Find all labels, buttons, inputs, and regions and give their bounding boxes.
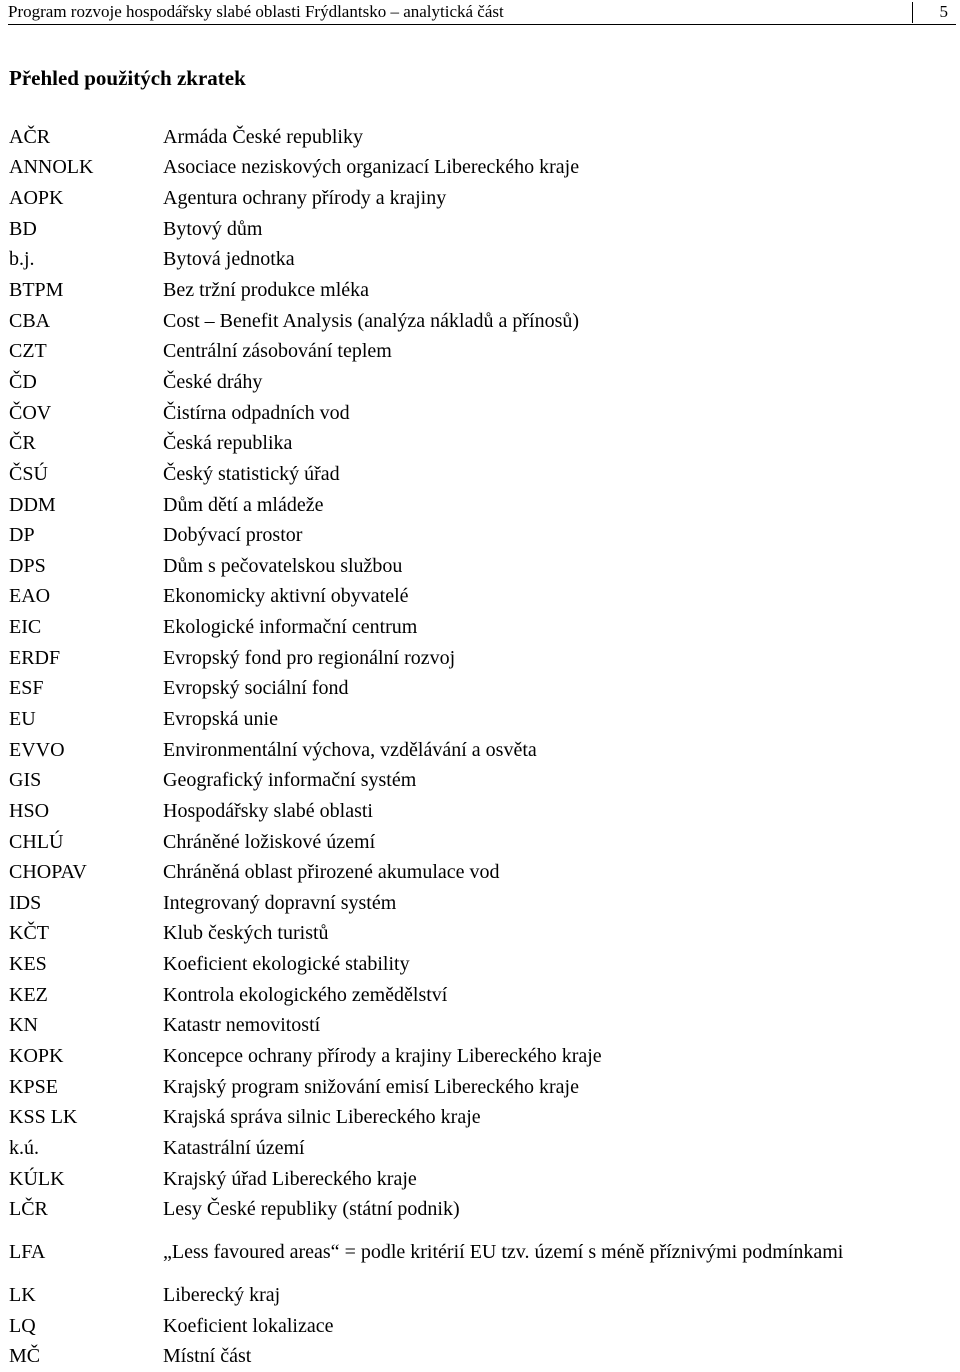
abbreviation-row (9, 643, 924, 674)
abbreviation-row (9, 336, 924, 367)
abbreviation: AČR (9, 125, 51, 148)
abbreviation-row (9, 520, 924, 551)
abbreviation-row (9, 1103, 924, 1134)
abbreviation-definition: Čistírna odpadních vod (163, 401, 350, 424)
abbreviation: GIS (9, 769, 42, 792)
abbreviation-row (9, 398, 924, 429)
abbreviation-definition: Místní část (163, 1345, 252, 1368)
abbreviation-row (9, 980, 924, 1011)
abbreviation: EVVO (9, 738, 65, 761)
abbreviation: BTPM (9, 279, 64, 302)
abbreviation: DDM (9, 493, 56, 516)
abbreviation-definition: Krajský úřad Libereckého kraje (163, 1167, 417, 1190)
abbreviation: ČOV (9, 401, 52, 424)
abbreviation-row (9, 949, 924, 980)
abbreviation: ESF (9, 677, 44, 700)
abbreviation: EU (9, 707, 36, 730)
abbreviation-row (9, 582, 924, 613)
abbreviation-definition: Koncepce ochrany přírody a krajiny Libereckého kraje (163, 1045, 602, 1068)
abbreviation-definition: Evropská unie (163, 707, 278, 730)
header-title: Program rozvoje hospodářsky slabé oblasti Frýdlantsko – analytická část (8, 2, 504, 21)
abbreviation-row (9, 1341, 924, 1372)
abbreviation-definition: Asociace neziskových organizací Libereckého kraje (163, 156, 580, 179)
abbreviation-definition: Český statistický úřad (163, 462, 340, 485)
abbreviation-definition: Koeficient lokalizace (163, 1314, 334, 1337)
abbreviation-definition: Dobývací prostor (163, 524, 303, 547)
abbreviation: DPS (9, 554, 46, 577)
abbreviation-definition: Cost – Benefit Analysis (analýza nákladů a přínosů) (163, 309, 580, 332)
abbreviation-row (9, 1072, 924, 1103)
abbreviation-definition: Česká republika (163, 432, 293, 455)
abbreviation: CZT (9, 340, 47, 363)
abbreviation: KES (9, 953, 47, 976)
abbreviation-definition: „Less favoured areas“ = podle kritérií EU tzv. území s méně příznivými podmínkami (163, 1241, 844, 1264)
abbreviation-row (9, 796, 924, 827)
abbreviation-definition: Klub českých turistů (163, 922, 329, 945)
abbreviation-definition: Kontrola ekologického zemědělství (163, 983, 448, 1006)
abbreviation: HSO (9, 799, 50, 822)
abbreviation-definition: Liberecký kraj (163, 1283, 281, 1306)
abbreviation: KČT (9, 922, 49, 945)
abbreviation-definition: Bez tržní produkce mléka (163, 279, 370, 302)
abbreviation-row (9, 1311, 924, 1342)
abbreviation-row (9, 1133, 924, 1164)
abbreviation-definition: Evropský sociální fond (163, 677, 349, 700)
abbreviation-row (9, 459, 924, 490)
abbreviation-definition: Chráněná oblast přirozené akumulace vod (163, 861, 500, 884)
abbreviation: LK (9, 1283, 36, 1306)
abbreviation: KEZ (9, 983, 48, 1006)
abbreviation-row (9, 1194, 924, 1225)
page-number: 5 (939, 2, 948, 21)
abbreviation: BD (9, 217, 37, 240)
abbreviation-definition: Armáda České republiky (163, 125, 363, 148)
abbreviation: MČ (9, 1345, 41, 1368)
abbreviation-row (9, 888, 924, 919)
abbreviation-definition: Dům s pečovatelskou službou (163, 554, 403, 577)
abbreviation-definition: Integrovaný dopravní systém (163, 891, 397, 914)
abbreviation-row (9, 704, 924, 735)
abbreviation: ANNOLK (9, 156, 94, 179)
abbreviation: LFA (9, 1241, 46, 1264)
abbreviation-definition: Ekologické informační centrum (163, 616, 418, 639)
abbreviation: ČSÚ (9, 462, 48, 485)
abbreviation: KOPK (9, 1045, 64, 1068)
abbreviation-row (9, 245, 924, 276)
abbreviation-row (9, 428, 924, 459)
abbreviation-definition: Ekonomicky aktivní obyvatelé (163, 585, 409, 608)
abbreviation-row (9, 612, 924, 643)
abbreviation-row (9, 1011, 924, 1042)
abbreviation-definition: Lesy České republiky (státní podnik) (163, 1198, 460, 1221)
abbreviation: LČR (9, 1198, 48, 1221)
abbreviation: ČD (9, 370, 37, 393)
abbreviation: k.ú. (9, 1136, 39, 1159)
abbreviation-row (9, 735, 924, 766)
abbreviation-definition: Agentura ochrany přírody a krajiny (163, 187, 447, 210)
abbreviation-definition: Koeficient ekologické stability (163, 953, 410, 976)
abbreviation-row (9, 306, 924, 337)
abbreviation-row (9, 1164, 924, 1195)
abbreviation-definition: České dráhy (163, 370, 263, 393)
abbreviation-definition: Geografický informační systém (163, 769, 417, 792)
header-divider (912, 2, 913, 23)
abbreviation-row (9, 674, 924, 705)
abbreviation-row (9, 857, 924, 888)
abbreviation-definition: Krajský program snižování emisí Libereckého kraje (163, 1075, 579, 1098)
abbreviation-row (9, 765, 924, 796)
abbreviation: ERDF (9, 646, 61, 669)
abbreviation: AOPK (9, 187, 64, 210)
abbreviation-row (9, 275, 924, 306)
abbreviation: LQ (9, 1314, 36, 1337)
abbreviation: KSS LK (9, 1106, 78, 1129)
abbreviation: IDS (9, 891, 42, 914)
abbreviation-definition: Bytový dům (163, 217, 263, 240)
abbreviation-definition: Environmentální výchova, vzdělávání a osvěta (163, 738, 537, 761)
page-header (8, 0, 956, 25)
abbreviation: ČR (9, 432, 36, 455)
section-title: Přehled použitých zkratek (9, 66, 246, 90)
abbreviation: EIC (9, 616, 42, 639)
abbreviation: EAO (9, 585, 51, 608)
abbreviation: CBA (9, 309, 51, 332)
abbreviation-definition: Katastr nemovitostí (163, 1014, 321, 1037)
abbreviation-row (9, 1225, 924, 1280)
abbreviation: b.j. (9, 248, 35, 271)
abbreviation-row (9, 551, 924, 582)
abbreviation-row (9, 827, 924, 858)
abbreviation-definition: Krajská správa silnic Libereckého kraje (163, 1106, 481, 1129)
abbreviation: KPSE (9, 1075, 58, 1098)
abbreviation-definition: Evropský fond pro regionální rozvoj (163, 646, 456, 669)
abbreviation-row (9, 122, 924, 153)
abbreviation-row (9, 214, 924, 245)
abbreviation-row (9, 1280, 924, 1311)
abbreviation-definition: Hospodářsky slabé oblasti (163, 799, 373, 822)
abbreviation-row (9, 367, 924, 398)
abbreviation-definition: Katastrální území (163, 1136, 305, 1159)
abbreviation-row (9, 183, 924, 214)
abbreviation-list (9, 122, 924, 1372)
abbreviation: DP (9, 524, 35, 547)
abbreviation-row (9, 490, 924, 521)
abbreviation-definition: Dům dětí a mládeže (163, 493, 324, 516)
abbreviation-definition: Centrální zásobování teplem (163, 340, 392, 363)
abbreviation-row (9, 1041, 924, 1072)
abbreviation-row (9, 919, 924, 950)
abbreviation: KN (9, 1014, 38, 1037)
abbreviation: CHOPAV (9, 861, 87, 884)
abbreviation-row (9, 153, 924, 184)
abbreviation-definition: Bytová jednotka (163, 248, 295, 271)
abbreviation: CHLÚ (9, 830, 64, 853)
abbreviation: KÚLK (9, 1167, 65, 1190)
abbreviation-definition: Chráněné ložiskové území (163, 830, 376, 853)
